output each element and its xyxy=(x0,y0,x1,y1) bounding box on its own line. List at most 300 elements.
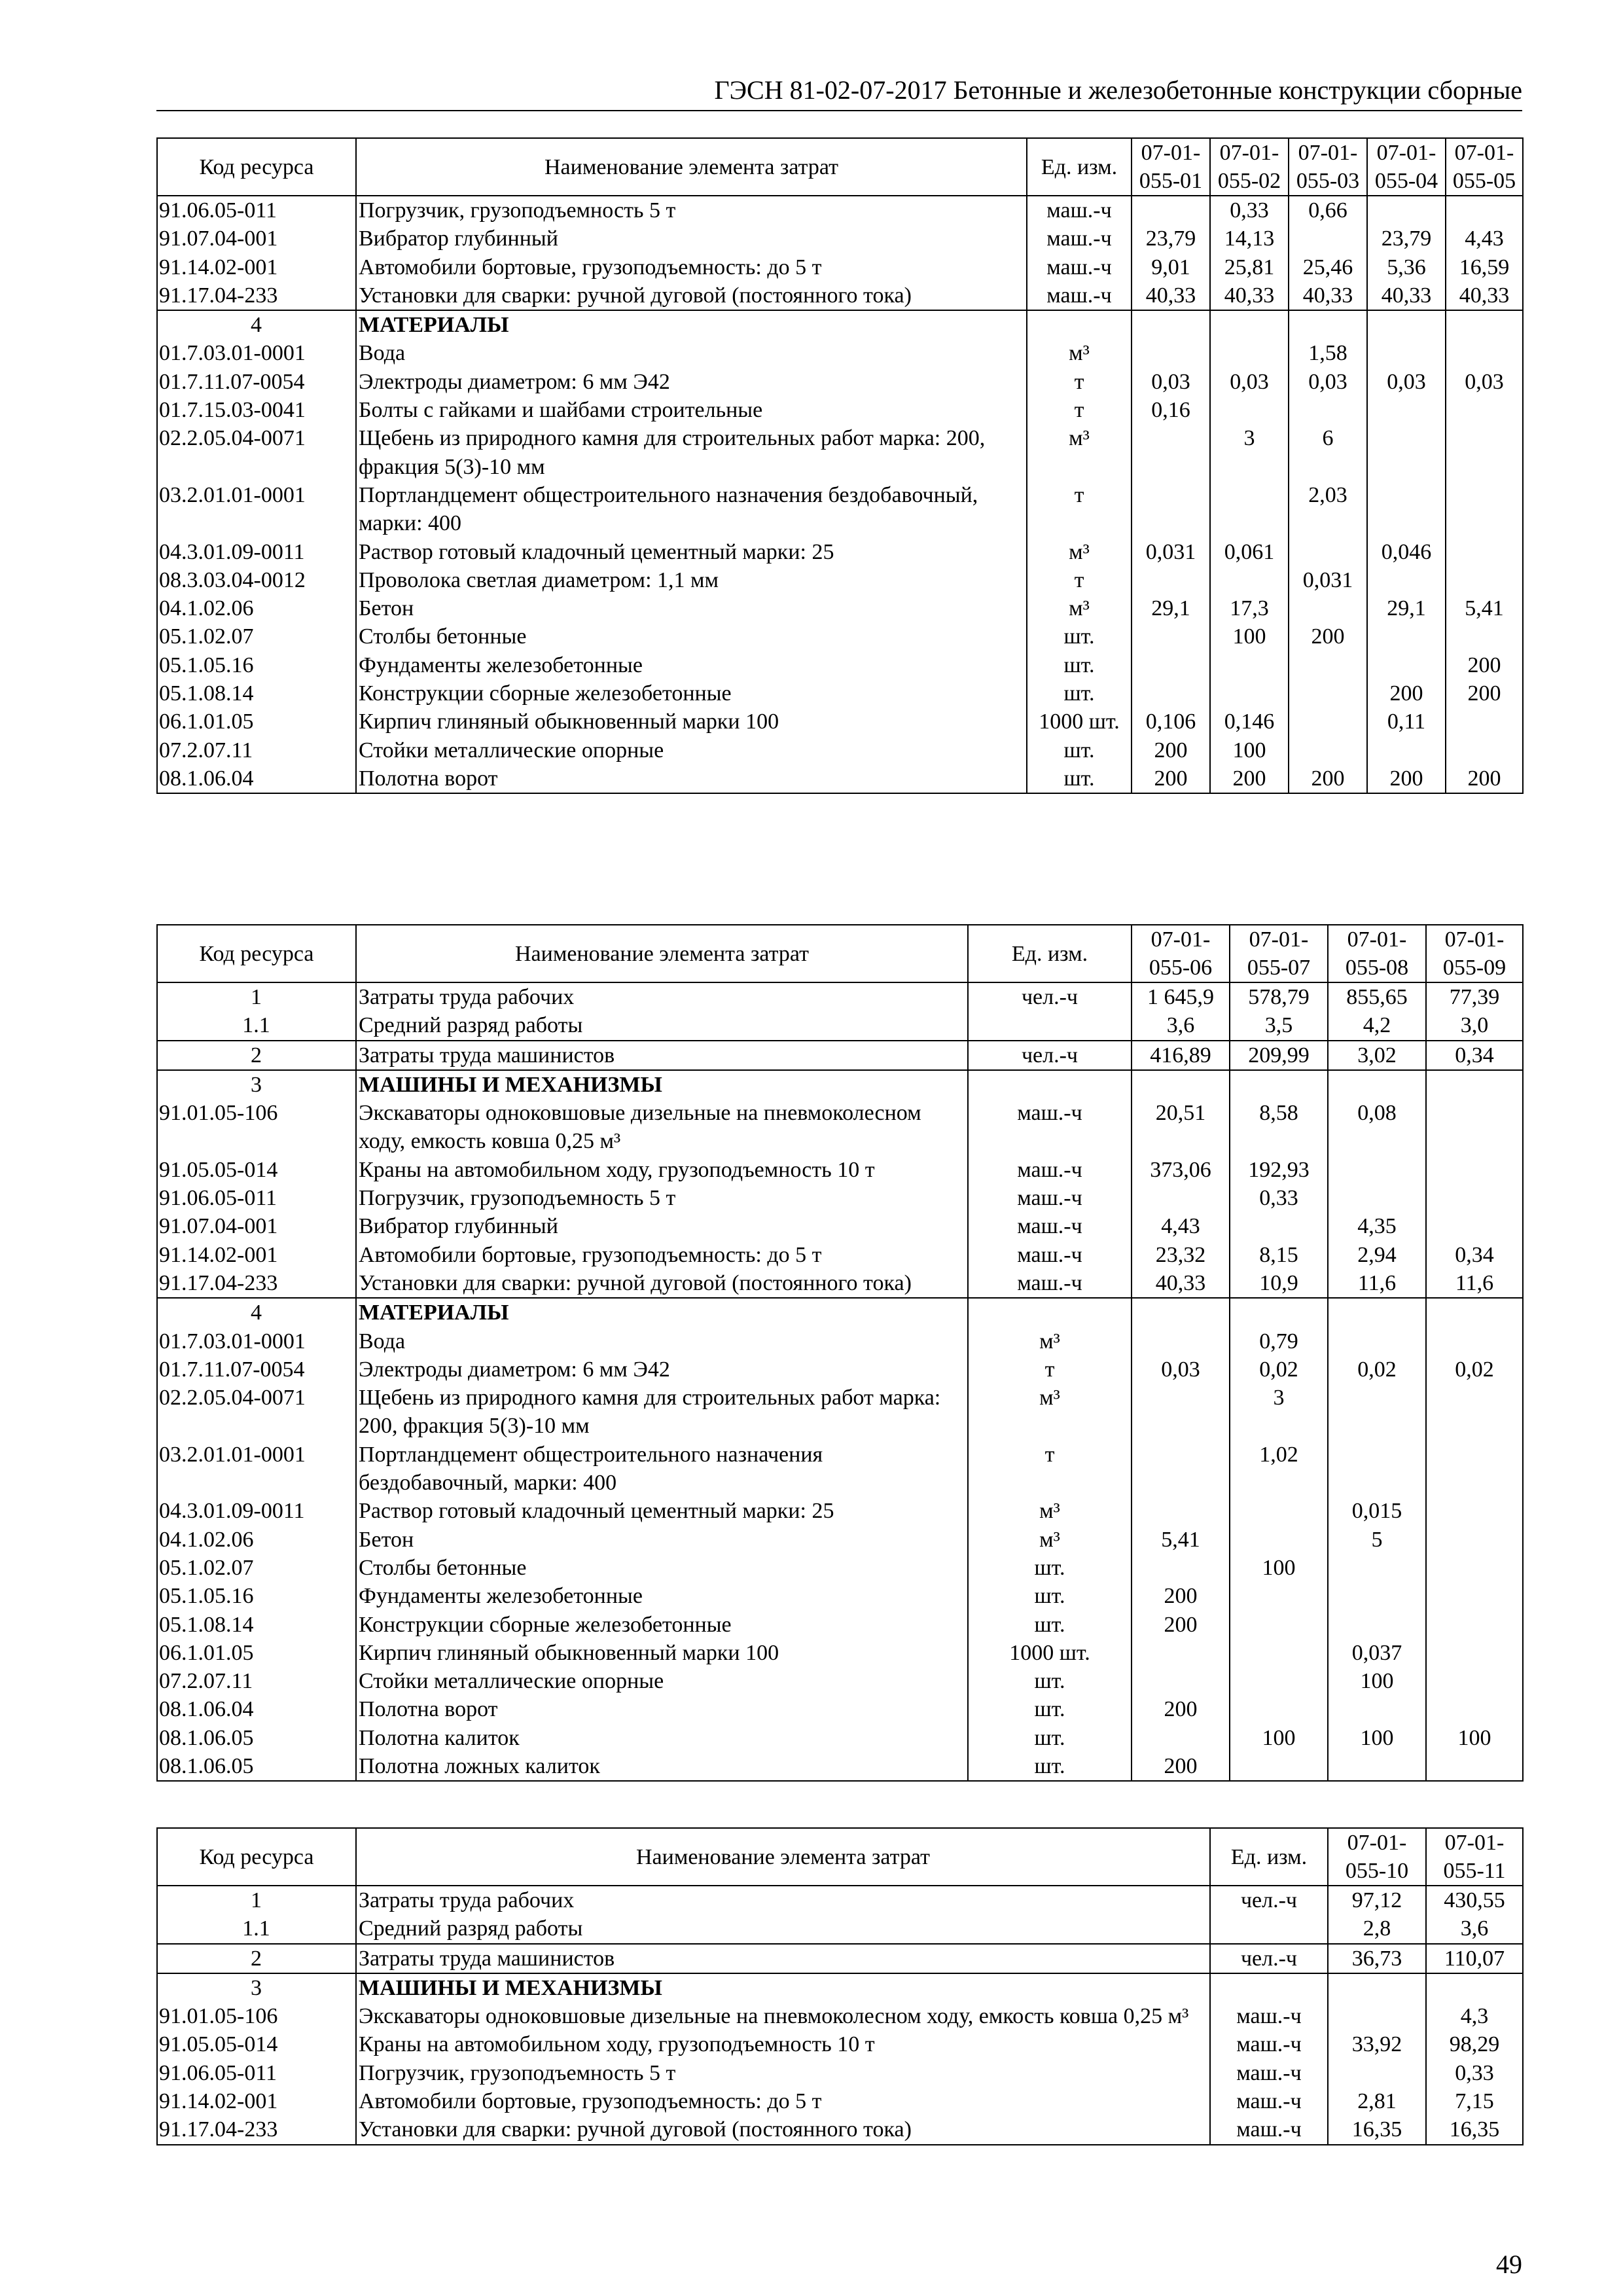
resource-code: 08.1.06.04 xyxy=(157,1695,356,1723)
norm-value xyxy=(1328,1156,1426,1184)
norm-value: 855,65 xyxy=(1328,982,1426,1011)
resource-code: 08.1.06.05 xyxy=(157,1752,356,1781)
norm-value xyxy=(1367,196,1446,224)
resource-code: 91.14.02-001 xyxy=(157,253,356,281)
unit: маш.-ч xyxy=(968,1184,1132,1212)
cost-item-name: Стойки металлические опорные xyxy=(356,736,1027,764)
norm-value xyxy=(1230,1497,1328,1525)
norm-value: 2,03 xyxy=(1289,481,1367,538)
resource-code: 01.7.15.03-0041 xyxy=(157,396,356,424)
norm-value xyxy=(1132,196,1210,224)
norm-value xyxy=(1426,1667,1523,1695)
table-row xyxy=(157,1156,1523,1184)
norm-value xyxy=(1230,1298,1328,1327)
norm-value: 200 xyxy=(1132,1752,1230,1781)
norm-value: 100 xyxy=(1328,1667,1426,1695)
norm-value: 4,2 xyxy=(1328,1011,1426,1040)
table-row xyxy=(157,424,1523,481)
table-row xyxy=(157,679,1523,708)
cost-item-name: Портландцемент общестроительного назначения бездобавочный, марки: 400 xyxy=(356,1441,968,1498)
column-header: Наименование элемента затрат xyxy=(356,1828,1210,1886)
norm-value xyxy=(1210,310,1289,339)
resource-code: 01.7.03.01-0001 xyxy=(157,339,356,367)
table-row xyxy=(157,1973,1523,2002)
norm-value: 100 xyxy=(1426,1724,1523,1752)
norm-value xyxy=(1132,481,1210,538)
norm-value: 23,79 xyxy=(1132,224,1210,253)
resource-code: 05.1.05.16 xyxy=(157,1582,356,1610)
cost-item-name: Полотна калиток xyxy=(356,1724,968,1752)
norm-value: 7,15 xyxy=(1426,2087,1523,2115)
resource-code: 1 xyxy=(157,982,356,1011)
norm-value: 0,03 xyxy=(1367,368,1446,396)
cost-item-name: МАШИНЫ И МЕХАНИЗМЫ xyxy=(356,1070,968,1099)
unit: м³ xyxy=(1027,594,1132,622)
norm-value: 17,3 xyxy=(1210,594,1289,622)
norm-value: 200 xyxy=(1289,622,1367,651)
resource-code: 05.1.02.07 xyxy=(157,622,356,651)
norm-value xyxy=(1367,310,1446,339)
column-header: 07-01- 055-08 xyxy=(1328,925,1426,982)
norm-value: 25,46 xyxy=(1289,253,1367,281)
norm-value: 97,12 xyxy=(1328,1886,1426,1914)
norm-value xyxy=(1328,2002,1426,2030)
table-row xyxy=(157,708,1523,736)
norm-value xyxy=(1446,736,1523,764)
norm-value: 14,13 xyxy=(1210,224,1289,253)
norm-value: 29,1 xyxy=(1132,594,1210,622)
unit: т xyxy=(1027,396,1132,424)
norm-value xyxy=(1426,1212,1523,1240)
resource-code: 91.17.04-233 xyxy=(157,281,356,310)
norm-value: 3,0 xyxy=(1426,1011,1523,1040)
column-header: Код ресурса xyxy=(157,1828,356,1886)
norm-value: 40,33 xyxy=(1446,281,1523,310)
table-row xyxy=(157,253,1523,281)
cost-item-name: Кирпич глиняный обыкновенный марки 100 xyxy=(356,1639,968,1667)
unit xyxy=(968,1011,1132,1040)
norm-value xyxy=(1289,736,1367,764)
norm-value: 3 xyxy=(1230,1384,1328,1441)
resource-code: 91.07.04-001 xyxy=(157,1212,356,1240)
column-header: Наименование элемента затрат xyxy=(356,138,1027,196)
norm-value xyxy=(1426,1384,1523,1441)
norm-value: 100 xyxy=(1210,736,1289,764)
norm-value: 9,01 xyxy=(1132,253,1210,281)
unit: маш.-ч xyxy=(968,1099,1132,1156)
norm-value: 3,6 xyxy=(1132,1011,1230,1040)
norm-value: 110,07 xyxy=(1426,1944,1523,1973)
unit: маш.-ч xyxy=(1210,2002,1328,2030)
norm-value: 33,92 xyxy=(1328,2030,1426,2058)
column-header: Код ресурса xyxy=(157,925,356,982)
cost-item-name: Вода xyxy=(356,1327,968,1355)
cost-item-name: Экскаваторы одноковшовые дизельные на пневмоколесном ходу, емкость ковша 0,25 м³ xyxy=(356,1099,968,1156)
unit xyxy=(968,1070,1132,1099)
page-header xyxy=(156,71,1522,111)
cost-item-name: Раствор готовый кладочный цементный марки: 25 xyxy=(356,538,1027,566)
column-header: 07-01- 055-02 xyxy=(1210,138,1289,196)
norm-value xyxy=(1426,1327,1523,1355)
norm-value: 373,06 xyxy=(1132,1156,1230,1184)
norm-value: 200 xyxy=(1210,764,1289,793)
resource-code: 05.1.02.07 xyxy=(157,1554,356,1582)
norm-value: 6 xyxy=(1289,424,1367,481)
table-row xyxy=(157,2002,1523,2030)
norm-value xyxy=(1289,708,1367,736)
column-header: 07-01- 055-01 xyxy=(1132,138,1210,196)
resource-code: 91.17.04-233 xyxy=(157,1269,356,1298)
resource-code: 08.3.03.04-0012 xyxy=(157,566,356,594)
norm-value: 0,037 xyxy=(1328,1639,1426,1667)
table-row xyxy=(157,1011,1523,1040)
unit: т xyxy=(968,1355,1132,1384)
table-row xyxy=(157,1041,1523,1070)
resource-code: 06.1.01.05 xyxy=(157,1639,356,1667)
norm-value xyxy=(1132,1724,1230,1752)
table-row xyxy=(157,2059,1523,2087)
norm-value: 0,66 xyxy=(1289,196,1367,224)
norm-value xyxy=(1289,538,1367,566)
norm-value xyxy=(1446,396,1523,424)
cost-item-name: Погрузчик, грузоподъемность 5 т xyxy=(356,196,1027,224)
norm-value xyxy=(1230,1526,1328,1554)
norm-value xyxy=(1132,1667,1230,1695)
norm-value: 0,03 xyxy=(1289,368,1367,396)
unit: шт. xyxy=(1027,622,1132,651)
norm-value xyxy=(1132,622,1210,651)
norm-value: 3,6 xyxy=(1426,1914,1523,1943)
norm-value: 3,02 xyxy=(1328,1041,1426,1070)
norm-value xyxy=(1132,310,1210,339)
norm-value: 4,43 xyxy=(1132,1212,1230,1240)
unit: маш.-ч xyxy=(1027,224,1132,253)
norm-value: 2,81 xyxy=(1328,2087,1426,2115)
norm-value: 200 xyxy=(1367,764,1446,793)
norm-value: 209,99 xyxy=(1230,1041,1328,1070)
norm-value: 3,5 xyxy=(1230,1011,1328,1040)
norm-value: 0,03 xyxy=(1132,368,1210,396)
unit: чел.-ч xyxy=(1210,1886,1328,1914)
table-row xyxy=(157,396,1523,424)
norm-value xyxy=(1328,1582,1426,1610)
unit: м³ xyxy=(968,1384,1132,1441)
norm-value xyxy=(1230,1070,1328,1099)
norm-value xyxy=(1289,224,1367,253)
resource-code: 05.1.05.16 xyxy=(157,651,356,679)
norm-value: 200 xyxy=(1446,764,1523,793)
unit: т xyxy=(1027,566,1132,594)
norm-value: 40,33 xyxy=(1132,281,1210,310)
table-row xyxy=(157,1724,1523,1752)
norm-value xyxy=(1132,1184,1230,1212)
norm-value: 5 xyxy=(1328,1526,1426,1554)
norm-value xyxy=(1132,424,1210,481)
norm-value: 0,03 xyxy=(1132,1355,1230,1384)
unit: маш.-ч xyxy=(1210,2115,1328,2144)
norm-value: 0,031 xyxy=(1132,538,1210,566)
unit: шт. xyxy=(968,1582,1132,1610)
cost-item-name: Полотна ворот xyxy=(356,1695,968,1723)
unit: маш.-ч xyxy=(968,1241,1132,1269)
cost-item-name: Раствор готовый кладочный цементный марки: 25 xyxy=(356,1497,968,1525)
norm-value: 3 xyxy=(1210,424,1289,481)
norm-value xyxy=(1367,651,1446,679)
table-row xyxy=(157,1099,1523,1156)
table-row xyxy=(157,368,1523,396)
norm-value xyxy=(1132,1298,1230,1327)
table-row xyxy=(157,1269,1523,1298)
table-row xyxy=(157,281,1523,310)
norm-value: 2,94 xyxy=(1328,1241,1426,1269)
norm-value xyxy=(1446,708,1523,736)
norm-value: 8,58 xyxy=(1230,1099,1328,1156)
norm-value xyxy=(1367,481,1446,538)
norm-value: 25,81 xyxy=(1210,253,1289,281)
cost-item-name: Автомобили бортовые, грузоподъемность: до 5 т xyxy=(356,1241,968,1269)
norm-value xyxy=(1367,339,1446,367)
table-row xyxy=(157,1914,1523,1943)
norm-value xyxy=(1132,1639,1230,1667)
norm-value: 100 xyxy=(1230,1554,1328,1582)
cost-item-name: Затраты труда машинистов xyxy=(356,1944,1210,1973)
norm-value xyxy=(1289,396,1367,424)
unit: чел.-ч xyxy=(1210,1944,1328,1973)
resource-code: 01.7.11.07-0054 xyxy=(157,368,356,396)
norm-value xyxy=(1328,1611,1426,1639)
norm-value: 100 xyxy=(1210,622,1289,651)
resource-code: 08.1.06.05 xyxy=(157,1724,356,1752)
norm-value xyxy=(1328,1441,1426,1498)
table-row xyxy=(157,764,1523,793)
cost-item-name: Экскаваторы одноковшовые дизельные на пневмоколесном ходу, емкость ковша 0,25 м³ xyxy=(356,2002,1210,2030)
norm-value: 0,33 xyxy=(1426,2059,1523,2087)
norm-value: 200 xyxy=(1367,679,1446,708)
table-row xyxy=(157,2087,1523,2115)
norm-value xyxy=(1132,1441,1230,1498)
unit: шт. xyxy=(968,1554,1132,1582)
norm-value xyxy=(1328,1554,1426,1582)
cost-item-name: Бетон xyxy=(356,1526,968,1554)
table-row xyxy=(157,1070,1523,1099)
resource-code: 91.07.04-001 xyxy=(157,224,356,253)
unit: м³ xyxy=(968,1327,1132,1355)
cost-item-name: Полотна ложных калиток xyxy=(356,1752,968,1781)
unit xyxy=(1210,1914,1328,1943)
norm-value xyxy=(1328,1298,1426,1327)
cost-item-name: МАТЕРИАЛЫ xyxy=(356,310,1027,339)
norm-value: 1,02 xyxy=(1230,1441,1328,1498)
norm-value: 100 xyxy=(1328,1724,1426,1752)
norm-value: 0,02 xyxy=(1230,1355,1328,1384)
unit: шт. xyxy=(1027,651,1132,679)
norm-value xyxy=(1132,1070,1230,1099)
cost-item-name: Фундаменты железобетонные xyxy=(356,1582,968,1610)
norm-value: 100 xyxy=(1230,1724,1328,1752)
norm-value xyxy=(1132,1497,1230,1525)
norm-value: 11,6 xyxy=(1328,1269,1426,1298)
norm-value xyxy=(1426,1099,1523,1156)
resource-code: 1.1 xyxy=(157,1011,356,1040)
norm-value: 16,35 xyxy=(1426,2115,1523,2144)
norm-value: 0,015 xyxy=(1328,1497,1426,1525)
unit: т xyxy=(1027,368,1132,396)
unit: м³ xyxy=(1027,538,1132,566)
column-header: Наименование элемента затрат xyxy=(356,925,968,982)
norm-value: 29,1 xyxy=(1367,594,1446,622)
norm-value: 1,58 xyxy=(1289,339,1367,367)
table-row xyxy=(157,1526,1523,1554)
document-title: ГЭСН 81-02-07-2017 Бетонные и железобетонные конструкции сборные xyxy=(714,75,1522,105)
cost-item-name: Автомобили бортовые, грузоподъемность: до 5 т xyxy=(356,253,1027,281)
norm-value: 0,34 xyxy=(1426,1041,1523,1070)
norm-value xyxy=(1446,339,1523,367)
norm-value xyxy=(1289,310,1367,339)
norm-value xyxy=(1426,1554,1523,1582)
table-row xyxy=(157,1695,1523,1723)
norm-value xyxy=(1367,566,1446,594)
norm-value xyxy=(1289,679,1367,708)
norm-value: 2,8 xyxy=(1328,1914,1426,1943)
norm-value xyxy=(1426,1156,1523,1184)
cost-item-name: Кирпич глиняный обыкновенный марки 100 xyxy=(356,708,1027,736)
norm-value: 5,36 xyxy=(1367,253,1446,281)
norm-value: 40,33 xyxy=(1289,281,1367,310)
unit: шт. xyxy=(1027,679,1132,708)
norm-value xyxy=(1426,1298,1523,1327)
unit: маш.-ч xyxy=(968,1269,1132,1298)
column-header: 07-01- 055-05 xyxy=(1446,138,1523,196)
resource-code: 4 xyxy=(157,1298,356,1327)
unit: м³ xyxy=(968,1497,1132,1525)
cost-item-name: Краны на автомобильном ходу, грузоподъемность 10 т xyxy=(356,2030,1210,2058)
norm-value: 4,43 xyxy=(1446,224,1523,253)
resource-table-3 xyxy=(156,1827,1524,2145)
norm-value xyxy=(1367,736,1446,764)
norm-value xyxy=(1446,481,1523,538)
norm-value: 200 xyxy=(1446,679,1523,708)
norm-value: 0,33 xyxy=(1230,1184,1328,1212)
norm-value: 0,16 xyxy=(1132,396,1210,424)
cost-item-name: Средний разряд работы xyxy=(356,1914,1210,1943)
norm-value xyxy=(1210,566,1289,594)
table-row xyxy=(157,982,1523,1011)
norm-value xyxy=(1132,566,1210,594)
resource-code: 91.05.05-014 xyxy=(157,1156,356,1184)
norm-value: 0,106 xyxy=(1132,708,1210,736)
resource-code: 02.2.05.04-0071 xyxy=(157,1384,356,1441)
unit: 1000 шт. xyxy=(968,1639,1132,1667)
cost-item-name: Затраты труда рабочих xyxy=(356,982,968,1011)
norm-value xyxy=(1289,651,1367,679)
norm-value xyxy=(1132,651,1210,679)
norm-value xyxy=(1367,424,1446,481)
norm-value xyxy=(1210,679,1289,708)
norm-value: 16,35 xyxy=(1328,2115,1426,2144)
unit: шт. xyxy=(968,1752,1132,1781)
cost-item-name: Проволока светлая диаметром: 1,1 мм xyxy=(356,566,1027,594)
norm-value: 200 xyxy=(1132,1582,1230,1610)
resource-table-2 xyxy=(156,924,1524,1782)
norm-value: 4,3 xyxy=(1426,2002,1523,2030)
norm-value xyxy=(1426,1695,1523,1723)
norm-value xyxy=(1230,1667,1328,1695)
norm-value: 578,79 xyxy=(1230,982,1328,1011)
table-row xyxy=(157,1298,1523,1327)
cost-item-name: Конструкции сборные железобетонные xyxy=(356,1611,968,1639)
norm-value: 0,03 xyxy=(1446,368,1523,396)
cost-item-name: Конструкции сборные железобетонные xyxy=(356,679,1027,708)
cost-item-name: Болты с гайками и шайбами строительные xyxy=(356,396,1027,424)
norm-value: 40,33 xyxy=(1132,1269,1230,1298)
resource-code: 3 xyxy=(157,1973,356,2002)
resource-code: 1.1 xyxy=(157,1914,356,1943)
norm-value: 98,29 xyxy=(1426,2030,1523,2058)
resource-code: 03.2.01.01-0001 xyxy=(157,1441,356,1498)
norm-value xyxy=(1210,339,1289,367)
norm-value: 40,33 xyxy=(1367,281,1446,310)
resource-code: 05.1.08.14 xyxy=(157,679,356,708)
norm-value: 23,79 xyxy=(1367,224,1446,253)
norm-value xyxy=(1426,1497,1523,1525)
norm-value: 0,146 xyxy=(1210,708,1289,736)
cost-item-name: Столбы бетонные xyxy=(356,1554,968,1582)
resource-code: 08.1.06.04 xyxy=(157,764,356,793)
resource-code: 06.1.01.05 xyxy=(157,708,356,736)
cost-item-name: Щебень из природного камня для строительных работ марка: 200, фракция 5(3)-10 мм xyxy=(356,424,1027,481)
resource-table-1 xyxy=(156,137,1524,794)
table-row xyxy=(157,736,1523,764)
norm-value: 0,08 xyxy=(1328,1099,1426,1156)
unit: м³ xyxy=(1027,424,1132,481)
norm-value: 0,03 xyxy=(1210,368,1289,396)
norm-value xyxy=(1230,1752,1328,1781)
norm-value: 20,51 xyxy=(1132,1099,1230,1156)
table-row xyxy=(157,1327,1523,1355)
cost-item-name: Вибратор глубинный xyxy=(356,1212,968,1240)
cost-item-name: Затраты труда рабочих xyxy=(356,1886,1210,1914)
norm-value: 0,34 xyxy=(1426,1241,1523,1269)
norm-value xyxy=(1446,196,1523,224)
norm-value: 200 xyxy=(1289,764,1367,793)
resource-code: 02.2.05.04-0071 xyxy=(157,424,356,481)
table-row xyxy=(157,651,1523,679)
norm-value: 416,89 xyxy=(1132,1041,1230,1070)
resource-code: 91.06.05-011 xyxy=(157,196,356,224)
norm-value xyxy=(1230,1611,1328,1639)
unit: шт. xyxy=(968,1695,1132,1723)
unit: маш.-ч xyxy=(1210,2030,1328,2058)
cost-item-name: Портландцемент общестроительного назначения бездобавочный, марки: 400 xyxy=(356,481,1027,538)
page-number: 49 xyxy=(1496,2250,1522,2279)
norm-value xyxy=(1426,1526,1523,1554)
table-row xyxy=(157,481,1523,538)
table-row xyxy=(157,538,1523,566)
unit: маш.-ч xyxy=(1210,2059,1328,2087)
norm-value xyxy=(1328,1752,1426,1781)
table-row xyxy=(157,1639,1523,1667)
column-header: 07-01- 055-10 xyxy=(1328,1828,1426,1886)
table-row xyxy=(157,1582,1523,1610)
norm-value xyxy=(1289,594,1367,622)
cost-item-name: Погрузчик, грузоподъемность 5 т xyxy=(356,2059,1210,2087)
table-row xyxy=(157,566,1523,594)
table-row xyxy=(157,1355,1523,1384)
resource-code: 91.14.02-001 xyxy=(157,2087,356,2115)
resource-code: 2 xyxy=(157,1944,356,1973)
column-header: Ед. изм. xyxy=(968,925,1132,982)
resource-code: 03.2.01.01-0001 xyxy=(157,481,356,538)
